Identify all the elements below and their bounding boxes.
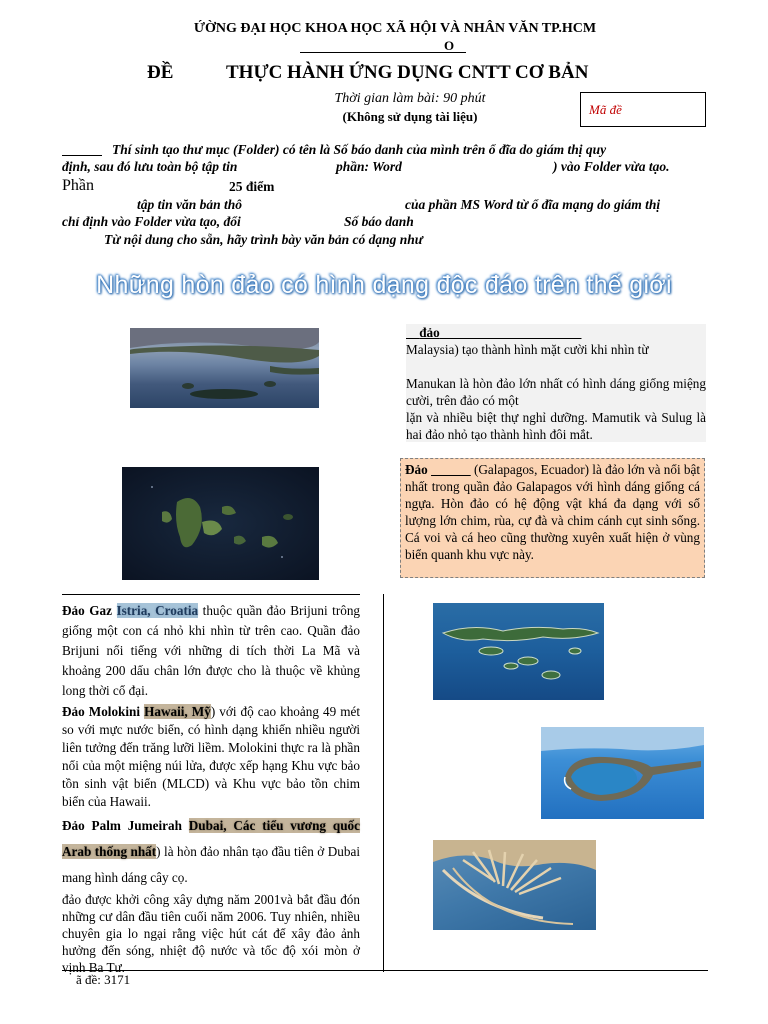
exam-code-box: [580, 92, 706, 127]
molokini-label: Đảo Molokini: [62, 704, 141, 719]
palm-location: Dubai, Các tiểu vương quốc Arab thống nhất: [62, 818, 360, 859]
gaz-label: Đảo Gaz: [62, 603, 112, 618]
gaz-text: thuộc quần đảo Brijuni trông giống một con cá nhỏ khi nhìn từ trên cao. Quần đảo Brijuni nổi tiếng với những di tích thời La Mã và khoảng 200 dấu chân lớn được cho là thuộc về khủng long thời cổ đại.: [62, 603, 361, 698]
footer-exam-code: ã đề: 3171: [76, 972, 131, 987]
school-name: ỨỜNG ĐẠI HỌC KHOA HỌC XÃ HỘI VÀ NHÂN VĂN TP.HCM: [193, 21, 597, 36]
galapagos-island-photo: [122, 467, 319, 580]
manukan-line-1: Malaysia) tạo thành hình mặt cười khi nhìn từ: [406, 342, 649, 357]
part-label: Phần: [62, 177, 94, 194]
galapagos-label: Đảo: [405, 462, 428, 477]
article-headline: Những hòn đảo có hình dạng độc đáo trên thế giới: [96, 271, 672, 299]
galapagos-text: (Galapagos, Ecuador) là đảo lớn và nổi bật nhất trong quần đảo Galapagos với hình dáng giống cá ngựa. Hòn đảo có hệ động vật khá đa dạng với số lượng lớn chim, rùa, cự đà và chim cánh cụt sinh sống. Cá voi và cá heo cũng thường xuyên xuất hiện ở vùng biển quanh khu vực này.: [405, 462, 701, 562]
exam-prefix: ĐỀ: [147, 62, 174, 83]
manukan-paragraph: [406, 324, 706, 442]
instruction-line-4a: chỉ định vào Folder vừa tạo, đổi: [62, 214, 241, 229]
column-divider: [383, 594, 384, 972]
molokini-text: ) với độ cao khoảng 49 mét so với mực nước biển, có hình dạng khiến nhiều người liên tưởng đến trăng lưỡi liềm. Molokini thực ra là phần nổi của một miệng núi lửa, được xếp hạng Khu vực bảo tồn sinh vật biển (MLCD) và Khu vực bảo tồn chim biển của Hawaii.: [62, 704, 360, 809]
column-top-rule: [62, 594, 360, 595]
instruction-line-1: Thí sinh tạo thư mục (Folder) có tên là Số báo danh của mình trên ổ đĩa do giám thị quy: [112, 142, 607, 157]
palm-jumeirah-photo: [433, 840, 596, 930]
instruction-line-5: Từ nội dung cho sẵn, hãy trình bày văn bản có dạng như: [104, 232, 423, 247]
manukan-line-2: Manukan là hòn đảo lớn nhất có hình dáng giống miệng cười, trên đảo có một: [406, 376, 706, 408]
instruction-line-3a: tập tin văn bản thô: [137, 197, 243, 212]
palm-text-2: đảo được khởi công xây dựng năm 2001và bắt đầu đón những cư dân đầu tiên cuối năm 2006. Tuy nhiên, nhiều chuyên gia lo ngại rằng việc hút cát để xây đảo ảnh hưởng đến sóng, nhiệt độ nước và tốc độ xói mòn ở vịnh Ba Tư.: [62, 892, 360, 975]
instruction-blank: [62, 141, 102, 156]
manukan-island-photo: [130, 328, 319, 408]
brijuni-islands-photo: [433, 603, 604, 700]
bottom-rule: [62, 970, 708, 971]
gaz-location: Istria, Croatia: [116, 603, 199, 618]
molokini-location: Hawaii, Mỹ: [144, 704, 211, 719]
instruction-line-3b: của phần MS Word từ ổ đĩa mạng do giám thị: [405, 197, 661, 212]
instruction-line-4b: Số báo danh: [344, 214, 414, 229]
galapagos-paragraph: [400, 458, 705, 578]
left-column-text: [62, 601, 360, 976]
manukan-line-3: lặn và nhiều biệt thự nghỉ dưỡng. Mamutik và Sulug là hai đảo nhỏ tạo thành hình đôi mắt.: [406, 410, 706, 442]
exam-materials-note: (Không sử dụng tài liệu): [342, 109, 478, 124]
manukan-blanks: đảo: [419, 325, 440, 340]
exam-code-label: Mã đề: [589, 102, 622, 117]
school-name-suffix: O: [444, 38, 455, 53]
header-divider: [300, 52, 466, 53]
instruction-line-2c: ) vào Folder vừa tạo.: [553, 159, 670, 174]
palm-label: Đảo Palm Jumeirah: [62, 818, 182, 833]
instruction-line-2b: phần: Word: [336, 159, 402, 174]
exam-title: THỰC HÀNH ỨNG DỤNG CNTT CƠ BẢN: [226, 62, 589, 83]
instruction-line-2a: định, sau đó lưu toàn bộ tập tin: [62, 159, 238, 174]
molokini-island-photo: [541, 727, 704, 819]
palm-text-1: ) là hòn đảo nhân tạo đầu tiên ở Dubai mang hình dáng cây cọ.: [62, 844, 360, 885]
part-points: 25 điểm: [229, 179, 275, 194]
exam-time: Thời gian làm bài: 90 phút: [334, 91, 486, 106]
